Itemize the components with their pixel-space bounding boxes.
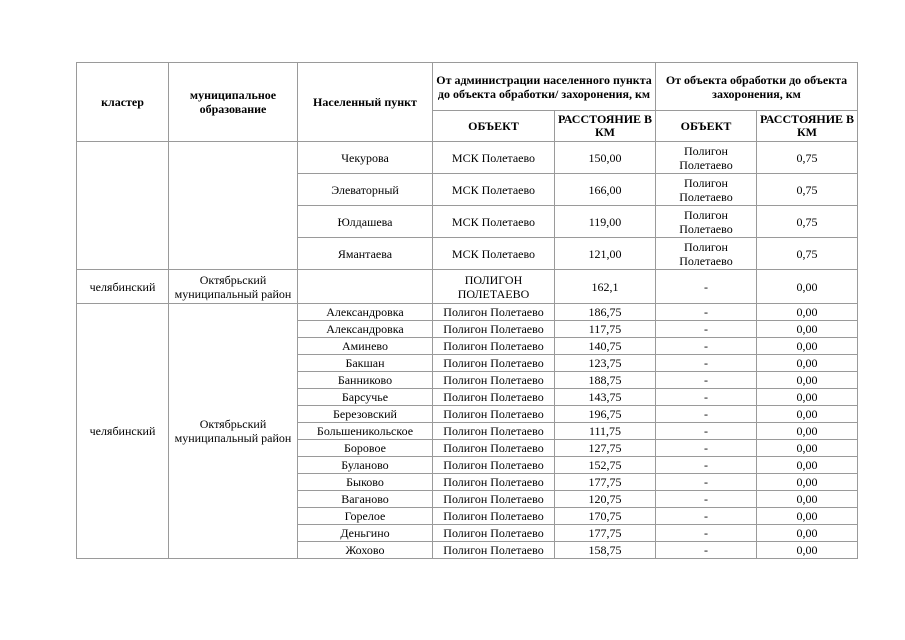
settlement-cell: Буланово <box>298 457 433 474</box>
header-from-admin: От администрации населенного пункта до объекта обработки/ захоронения, км <box>433 63 656 111</box>
object2-cell: Полигон Полетаево <box>656 206 757 238</box>
distance2-cell: 0,00 <box>757 389 858 406</box>
object2-cell: - <box>656 491 757 508</box>
distance-cell: 188,75 <box>555 372 656 389</box>
distance2-cell: 0,00 <box>757 423 858 440</box>
object-cell: Полигон Полетаево <box>433 304 555 321</box>
object-cell: МСК Полетаево <box>433 238 555 270</box>
distance2-cell: 0,00 <box>757 304 858 321</box>
table-row <box>77 304 858 321</box>
distance-cell: 166,00 <box>555 174 656 206</box>
settlement-cell: Аминево <box>298 338 433 355</box>
distance-cell: 127,75 <box>555 440 656 457</box>
object-cell: Полигон Полетаево <box>433 423 555 440</box>
distance-cell: 162,1 <box>555 270 656 304</box>
table-header <box>77 63 858 142</box>
cluster-cell: челябинский <box>77 304 169 559</box>
settlement-cell <box>298 270 433 304</box>
settlement-cell: Элеваторный <box>298 174 433 206</box>
distance2-cell: 0,00 <box>757 355 858 372</box>
municipality-cell: Октябрьский муниципальный район <box>169 270 298 304</box>
object2-cell: - <box>656 508 757 525</box>
settlement-cell: Банниково <box>298 372 433 389</box>
header-settlement: Населенный пункт <box>298 63 433 142</box>
distance2-cell: 0,00 <box>757 270 858 304</box>
distance2-cell: 0,75 <box>757 238 858 270</box>
distance2-cell: 0,00 <box>757 508 858 525</box>
object2-cell: - <box>656 270 757 304</box>
settlement-cell: Большеникольское <box>298 423 433 440</box>
object-cell: МСК Полетаево <box>433 142 555 174</box>
header-from-processing: От объекта обработки до объекта захоронения, км <box>656 63 858 111</box>
settlement-cell: Ямантаева <box>298 238 433 270</box>
distance-cell: 140,75 <box>555 338 656 355</box>
settlement-cell: Бакшан <box>298 355 433 372</box>
object2-cell: - <box>656 355 757 372</box>
distance-cell: 121,00 <box>555 238 656 270</box>
distance-cell: 186,75 <box>555 304 656 321</box>
distance2-cell: 0,75 <box>757 142 858 174</box>
distance-cell: 143,75 <box>555 389 656 406</box>
object2-cell: - <box>656 304 757 321</box>
distance-cell: 117,75 <box>555 321 656 338</box>
distance2-cell: 0,00 <box>757 474 858 491</box>
settlement-cell: Александровка <box>298 321 433 338</box>
distance2-cell: 0,75 <box>757 174 858 206</box>
header-cluster: кластер <box>77 63 169 142</box>
header-distance-2: РАССТОЯНИЕ В КМ <box>757 111 858 142</box>
settlement-cell: Ваганово <box>298 491 433 508</box>
object-cell: МСК Полетаево <box>433 206 555 238</box>
object-cell: Полигон Полетаево <box>433 355 555 372</box>
object-cell: Полигон Полетаево <box>433 525 555 542</box>
object-cell: Полигон Полетаево <box>433 491 555 508</box>
distance2-cell: 0,00 <box>757 457 858 474</box>
object-cell: Полигон Полетаево <box>433 508 555 525</box>
distance-cell: 170,75 <box>555 508 656 525</box>
object2-cell: Полигон Полетаево <box>656 142 757 174</box>
object2-cell: - <box>656 389 757 406</box>
distance-cell: 150,00 <box>555 142 656 174</box>
settlement-cell: Барсучье <box>298 389 433 406</box>
object2-cell: - <box>656 474 757 491</box>
settlement-cell: Деньгино <box>298 525 433 542</box>
distance-cell: 196,75 <box>555 406 656 423</box>
object2-cell: - <box>656 423 757 440</box>
object-cell: Полигон Полетаево <box>433 440 555 457</box>
settlement-cell: Быково <box>298 474 433 491</box>
object2-cell: - <box>656 338 757 355</box>
object2-cell: - <box>656 406 757 423</box>
settlement-cell: Александровка <box>298 304 433 321</box>
object2-cell: - <box>656 321 757 338</box>
object-cell: Полигон Полетаево <box>433 406 555 423</box>
object-cell: Полигон Полетаево <box>433 474 555 491</box>
settlement-cell: Юлдашева <box>298 206 433 238</box>
distance-cell: 158,75 <box>555 542 656 559</box>
object2-cell: Полигон Полетаево <box>656 238 757 270</box>
cluster-cell: челябинский <box>77 270 169 304</box>
header-municipality: муниципальное образование <box>169 63 298 142</box>
distance2-cell: 0,00 <box>757 440 858 457</box>
object-cell: ПОЛИГОН ПОЛЕТАЕВО <box>433 270 555 304</box>
distance2-cell: 0,00 <box>757 338 858 355</box>
distance-cell: 177,75 <box>555 525 656 542</box>
header-object-2: ОБЪЕКТ <box>656 111 757 142</box>
object2-cell: - <box>656 542 757 559</box>
object-cell: Полигон Полетаево <box>433 321 555 338</box>
object-cell: Полигон Полетаево <box>433 389 555 406</box>
settlement-cell: Чекурова <box>298 142 433 174</box>
distance2-cell: 0,00 <box>757 372 858 389</box>
cluster-cell <box>77 142 169 270</box>
table-row <box>77 270 858 304</box>
settlement-cell: Горелое <box>298 508 433 525</box>
object2-cell: - <box>656 372 757 389</box>
distance2-cell: 0,00 <box>757 491 858 508</box>
distance-cell: 120,75 <box>555 491 656 508</box>
header-object-1: ОБЪЕКТ <box>433 111 555 142</box>
distance-cell: 177,75 <box>555 474 656 491</box>
distance2-cell: 0,00 <box>757 321 858 338</box>
distance2-cell: 0,00 <box>757 525 858 542</box>
distance-cell: 152,75 <box>555 457 656 474</box>
object-cell: Полигон Полетаево <box>433 542 555 559</box>
settlement-cell: Березовский <box>298 406 433 423</box>
table-body <box>77 142 858 559</box>
settlement-cell: Боровое <box>298 440 433 457</box>
distance2-cell: 0,75 <box>757 206 858 238</box>
object2-cell: - <box>656 525 757 542</box>
municipality-cell: Октябрьский муниципальный район <box>169 304 298 559</box>
object2-cell: - <box>656 457 757 474</box>
distance2-cell: 0,00 <box>757 406 858 423</box>
distance-cell: 111,75 <box>555 423 656 440</box>
table-row <box>77 142 858 174</box>
object-cell: Полигон Полетаево <box>433 338 555 355</box>
distance-table <box>76 62 858 559</box>
settlement-cell: Жохово <box>298 542 433 559</box>
municipality-cell <box>169 142 298 270</box>
object2-cell: - <box>656 440 757 457</box>
distance2-cell: 0,00 <box>757 542 858 559</box>
object-cell: Полигон Полетаево <box>433 372 555 389</box>
object2-cell: Полигон Полетаево <box>656 174 757 206</box>
object-cell: МСК Полетаево <box>433 174 555 206</box>
object-cell: Полигон Полетаево <box>433 457 555 474</box>
header-distance-1: РАССТОЯНИЕ В КМ <box>555 111 656 142</box>
distance-cell: 123,75 <box>555 355 656 372</box>
distance-cell: 119,00 <box>555 206 656 238</box>
